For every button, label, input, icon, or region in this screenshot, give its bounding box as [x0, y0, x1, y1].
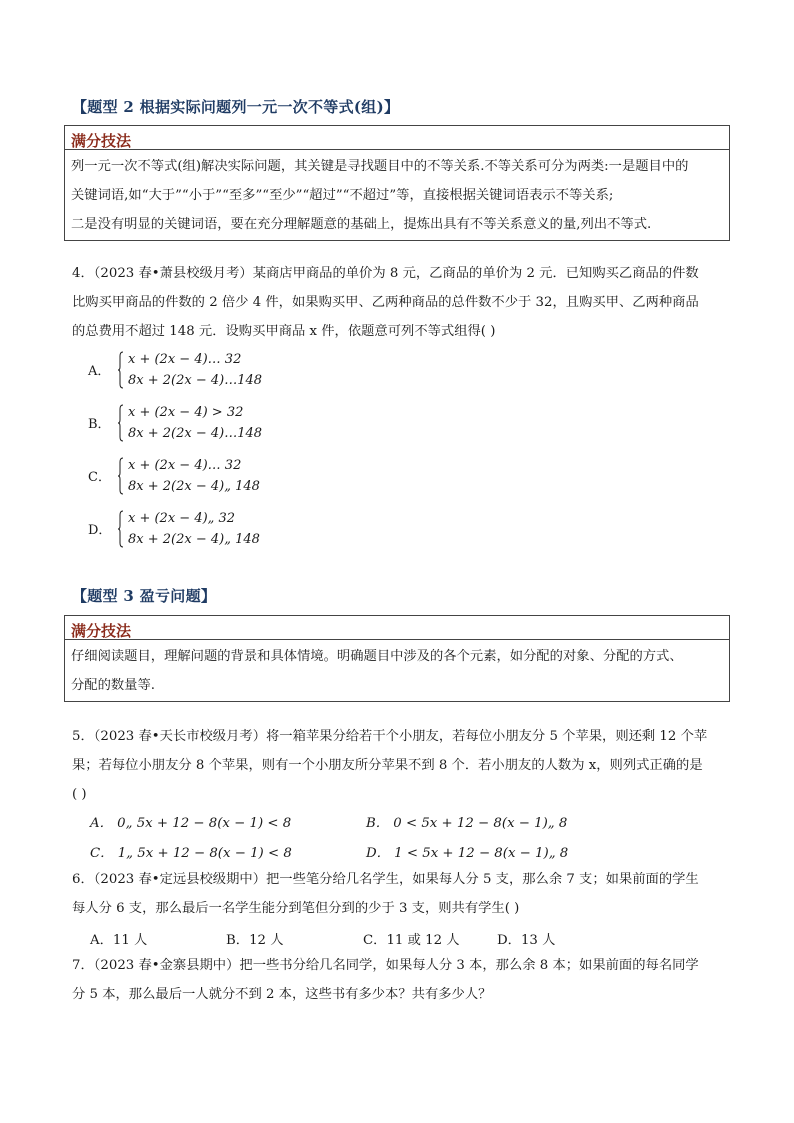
- option-5d: D． 1 < 5x + 12 − 8(x − 1)„ 8: [366, 846, 569, 861]
- brace-icon: [118, 404, 124, 442]
- section-heading-type2: 【题型 2 根据实际问题列一元一次不等式(组)】: [72, 98, 400, 116]
- tips-box-type3: [64, 615, 730, 702]
- tips-line: 列一元一次不等式(组)解决实际问题，其关键是寻找题目中的不等关系.不等关系可分为两类:一是题目中的: [71, 159, 689, 174]
- tips-line: 二是没有明显的关键词语，要在充分理解题意的基础上，提炼出具有不等关系意义的量,列出不等式.: [71, 217, 652, 232]
- inequality-line-1: x + (2x − 4)„ 32: [128, 511, 236, 526]
- question-line: ( ): [72, 787, 87, 802]
- tips-box-body: [65, 640, 729, 700]
- question-5-stem: [72, 722, 707, 809]
- brace-icon: [118, 351, 124, 389]
- tips-line: 仔细阅读题目，理解问题的背景和具体情境。明确题目中涉及的各个元素，如分配的对象、分配的方式、: [71, 649, 683, 664]
- option-5c: C． 1„ 5x + 12 − 8(x − 1) < 8: [90, 846, 292, 861]
- question-line: 分 5 本，那么最后一人就分不到 2 本，这些书有多少本？共有多少人？: [72, 987, 492, 1002]
- brace-icon: [118, 510, 124, 548]
- tips-line: 分配的数量等.: [71, 678, 156, 693]
- inequality-line-2: 8x + 2(2x − 4)…148: [128, 373, 263, 388]
- option-label: B．: [88, 417, 111, 432]
- question-line: 比购买甲商品的件数的 2 倍少 4 件，如果购买甲、乙两种商品的总件数不少于 32，且购买甲、乙两种商品: [72, 295, 699, 310]
- inequality-line-2: 8x + 2(2x − 4)„ 148: [128, 532, 260, 547]
- inequality-line-1: x + (2x − 4)… 32: [128, 352, 242, 367]
- question-line: 6．（2023 春•定远县校级期中）把一些笔分给几名学生，如果每人分 5 支，那么余 7 支；如果前面的学生: [72, 872, 699, 887]
- question-line: 7．（2023 春•金寨县期中）把一些书分给几名同学，如果每人分 3 本，那么余 8 本；如果前面的每名同学: [72, 958, 699, 973]
- tips-box-type2: [64, 125, 730, 241]
- tips-box-title: 满分技法: [65, 616, 729, 640]
- question-line: 的总费用不超过 148 元．设购买甲商品 x 件，依题意可列不等式组得( ): [72, 324, 496, 339]
- inequality-line-1: x + (2x − 4)… 32: [128, 458, 242, 473]
- tips-box-title: 满分技法: [65, 126, 729, 150]
- inequality-line-1: x + (2x − 4) > 32: [128, 405, 244, 420]
- tips-line: 关键词语,如“大于”“小于”“至多”“至少”“超过”“不超过”等，直接根据关键词语表示不等关系;: [71, 188, 614, 203]
- question-line: 4．（2023 春•萧县校级月考）某商店甲商品的单价为 8 元，乙商品的单价为 2 元．已知购买乙商品的件数: [72, 266, 699, 281]
- brace-icon: [118, 457, 124, 495]
- option-6b: B．12 人: [226, 933, 284, 948]
- tips-box-body: [65, 150, 729, 239]
- question-7-stem: [72, 951, 699, 1009]
- question-line: 每人分 6 支，那么最后一名学生能分到笔但分到的少于 3 支，则共有学生( ): [72, 901, 520, 916]
- inequality-line-2: 8x + 2(2x − 4)…148: [128, 426, 263, 441]
- option-label: D．: [88, 523, 112, 538]
- question-line: 果；若每位小朋友分 8 个苹果，则有一个小朋友所分苹果不到 8 个．若小朋友的人数为 x，则列式正确的是: [72, 758, 703, 773]
- option-6c: C．11 或 12 人: [363, 933, 460, 948]
- question-4-stem: [72, 259, 699, 346]
- option-6a: A．11 人: [90, 933, 148, 948]
- option-6d: D．13 人: [497, 933, 556, 948]
- option-5b: B． 0 < 5x + 12 − 8(x − 1)„ 8: [366, 816, 568, 831]
- question-6-stem: [72, 865, 699, 923]
- section-heading-type3: 【题型 3 盈亏问题】: [72, 587, 217, 605]
- question-line: 5．（2023 春•天长市校级月考）将一箱苹果分给若干个小朋友，若每位小朋友分 5 个苹果，则还剩 12 个苹: [72, 729, 708, 744]
- option-label: C．: [88, 470, 111, 485]
- option-5a: A． 0„ 5x + 12 − 8(x − 1) < 8: [90, 816, 292, 831]
- option-label: A．: [88, 364, 111, 379]
- inequality-line-2: 8x + 2(2x − 4)„ 148: [128, 479, 260, 494]
